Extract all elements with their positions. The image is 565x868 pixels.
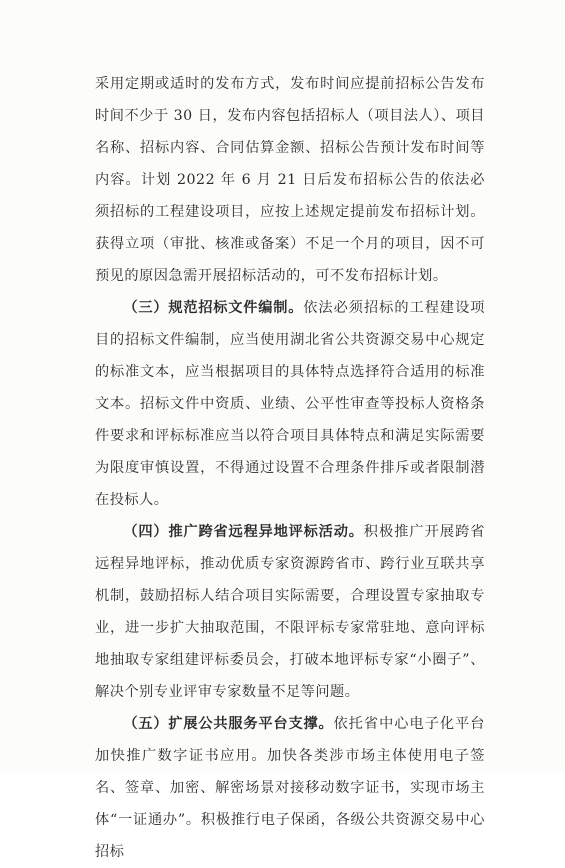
- section-paragraph-5: [95, 708, 485, 868]
- section-heading-4: （四）推广跨省远程异地评标活动。: [123, 524, 364, 540]
- section-body-3: 依法必须招标的工程建设项目的招标文件编制，应当使用湖北省公共资源交易中心规定的标准文本，应当根据项目的具体特点选择符合适用的标准文本。招标文件中资质、业绩、公平性审查等投标人资格条件要求和评标标准应当以符合项目具体特点和满足实际需要为限度审慎设置，不得通过设置不合理条件排斥或者限制潜在投标人。: [95, 300, 485, 508]
- section-heading-5: （五）扩展公共服务平台支撑。: [123, 716, 334, 732]
- section-heading-3: （三）规范招标文件编制。: [123, 300, 304, 316]
- section-paragraph-4: [95, 516, 485, 708]
- section-body-4: 积极推广开展跨省远程异地评标，推动优质专家资源跨省市、跨行业互联共享机制，鼓励招标人结合项目实际需要，合理设置专家抽取专业，进一步扩大抽取范围，不限评标专家常驻地、意向评标地抽取专家组建评标委员会，打破本地评标专家“小圈子”、解决个别专业评审专家数量不足等问题。: [95, 524, 485, 700]
- continuation-paragraph: 采用定期或适时的发布方式，发布时间应提前招标公告发布时间不少于 30 日，发布内容包括招标人（项目法人）、项目名称、招标内容、合同估算金额、招标公告预计发布时间等内容。计划 2022 年 6 月 21 日后发布招标公告的依法必须招标的工程建设项目，应按上述规定提前发布招标计划。获得立项（审批、核准或备案）不足一个月的项目，因不可预见的原因急需开展招标活动的，可不发布招标计划。: [95, 76, 485, 284]
- document-body: [95, 68, 485, 868]
- section-body-5: 依托省中心电子化平台加快推广数字证书应用。加快各类涉市场主体使用电子签名、签章、加密、解密场景对接移动数字证书，实现市场主体“一证通办”。积极推行电子保函，各级公共资源交易中心招标: [95, 716, 485, 860]
- section-paragraph-3: [95, 292, 485, 516]
